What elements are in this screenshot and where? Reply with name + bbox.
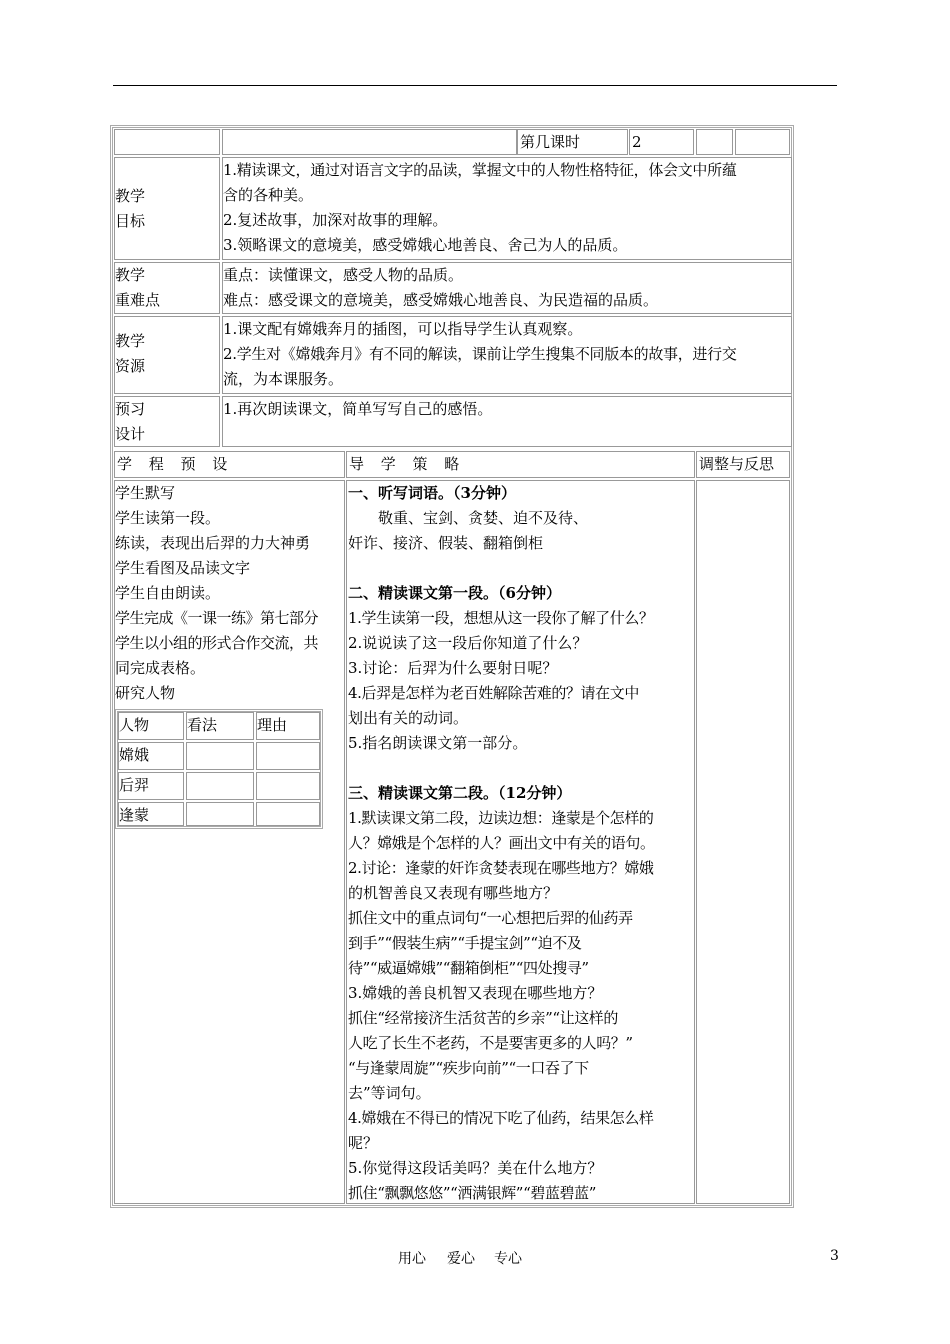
opinion-cell [186,802,254,826]
reason-header: 理由 [256,712,320,740]
opinion-header: 看法 [186,712,254,740]
strategy-line: 人？嫦娥是个怎样的人？画出文中有关的语句。 [348,834,655,852]
footer-slogan-3: 专心 [494,1251,522,1267]
strategy-line: 到手”“假装生病”“手提宝剑”“迫不及 [348,934,582,952]
reason-cell [256,802,320,826]
resources-label-2: 资源 [115,357,146,375]
process-line: 学生默写 [115,484,176,502]
process-line: 学生看图及品读文字 [115,559,251,577]
strategy-line: 1.默读课文第二段，边读边想：逢蒙是个怎样的 [348,809,654,827]
strategy-line: “与逢蒙周旋”“疾步向前”“一口吞了下 [348,1059,589,1077]
resource-line: 流，为本课服务。 [223,370,344,388]
lesson-number: 2 [629,129,694,155]
key-points-label [114,262,220,314]
process-line: 学生自由朗读。 [115,584,221,602]
key-points-label-2: 重难点 [115,291,161,309]
reflection-column [696,480,790,1204]
blank-line [348,756,694,781]
preview-label [114,396,220,447]
opinion-cell [186,772,254,800]
strategy-line: 敬重、宝剑、贪婪、迫不及待、 [348,509,589,527]
strategy-column [346,480,695,1204]
objectives-label-2: 目标 [115,212,146,230]
process-line: 学生以小组的形式合作交流，共 [115,634,319,652]
process-line: 学生完成《一课一练》第七部分 [115,609,319,627]
header-rule [113,85,837,86]
header-blank-small-2 [735,129,790,155]
header-blank-small-1 [696,129,733,155]
lesson-label: 第几课时 [517,129,628,155]
column-header-strategy: 导 学 策 略 [346,451,695,478]
strategy-line: 待”“威逼嫦娥”“翻箱倒柜”“四处搜寻” [348,959,589,977]
strategy-line: 抓住“飘飘悠悠”“洒满银辉”“碧蓝碧蓝” [348,1184,597,1202]
objective-line: 1.精读课文，通过对语言文字的品读，掌握文中的人物性格特征，体会文中所蕴 [223,161,737,179]
objective-line: 2.复述故事，加深对故事的理解。 [223,211,448,229]
section-2-title: 二、精读课文第一段。（6分钟） [348,584,561,602]
column-header-reflection: 调整与反思 [696,451,790,478]
objective-line: 3.领略课文的意境美，感受嫦娥心地善良、舍己为人的品质。 [223,236,628,254]
footer-slogan-1: 用心 [398,1251,426,1267]
character-header: 人物 [118,712,184,740]
preview-line: 1.再次朗读课文，简单写写自己的感悟。 [223,400,493,418]
objective-line: 含的各种美。 [223,186,314,204]
strategy-line: 奸诈、接济、假装、翻箱倒柜 [348,534,544,552]
header-blank-wide-cell [222,129,517,155]
header-blank-cell [114,129,220,155]
strategy-line: 呢？ [348,1134,379,1152]
objectives-label [114,157,220,260]
objectives-label-1: 教学 [115,187,146,205]
key-point-line: 重点：读懂课文，感受人物的品质。 [223,266,464,284]
column-header-process: 学 程 预 设 [114,451,345,478]
resource-line: 2.学生对《嫦娥奔月》有不同的解读，课前让学生搜集不同版本的故事，进行交 [223,345,737,363]
student-process-column [114,480,345,1204]
key-point-line: 难点：感受课文的意境美，感受嫦娥心地善良、为民造福的品质。 [223,291,659,309]
blank-line [348,556,694,581]
strategy-line: 5.指名朗读课文第一部分。 [348,734,528,752]
strategy-line: 3.讨论：后羿为什么要射日呢？ [348,659,558,677]
section-1-title: 一、听写词语。（3分钟） [348,484,516,502]
strategy-line: 抓住文中的重点词句“一心想把后羿的仙药弄 [348,909,633,927]
resource-line: 1.课文配有嫦娥奔月的插图，可以指导学生认真观察。 [223,320,583,338]
preview-label-2: 设计 [115,425,146,443]
footer-slogan-2: 爱心 [447,1251,475,1267]
strategy-line: 1.学生读第一段，想想从这一段你了解了什么？ [348,609,654,627]
strategy-line: 人吃了长生不老药，不是要害更多的人吗？” [348,1034,633,1052]
strategy-line: 2.说说读了这一段后你知道了什么？ [348,634,588,652]
key-points-label-1: 教学 [115,266,146,284]
character-name: 嫦娥 [118,742,184,770]
process-line: 学生读第一段。 [115,509,221,527]
section-3-title: 三、精读课文第二段。（12分钟） [348,784,572,802]
strategy-line: 抓住“经常接济生活贫苦的乡亲”“让这样的 [348,1009,619,1027]
strategy-line: 4.后羿是怎样为老百姓解除苦难的？请在文中 [348,684,639,702]
preview-label-1: 预习 [115,400,146,418]
resources-label [114,316,220,394]
strategy-line: 3.嫦娥的善良机智又表现在哪些地方？ [348,984,603,1002]
key-points-content [222,262,792,314]
strategy-line: 的机智善良又表现有哪些地方？ [348,884,559,902]
character-table [115,709,323,829]
character-name: 后羿 [118,772,184,800]
resources-content [222,316,792,394]
objectives-content [222,157,792,260]
strategy-line: 去”等词句。 [348,1084,431,1102]
reason-cell [256,742,320,770]
page-number: 3 [830,1248,839,1264]
resources-label-1: 教学 [115,332,146,350]
character-name: 逢蒙 [118,802,184,826]
process-line: 同完成表格。 [115,659,206,677]
strategy-line: 2.讨论：逢蒙的奸诈贪婪表现在哪些地方？嫦娥 [348,859,654,877]
opinion-cell [186,742,254,770]
preview-content [222,396,792,447]
strategy-line: 划出有关的动词。 [348,709,469,727]
reason-cell [256,772,320,800]
strategy-line: 4.嫦娥在不得已的情况下吃了仙药，结果怎么样 [348,1109,654,1127]
process-line: 研究人物 [115,684,176,702]
strategy-line: 5.你觉得这段话美吗？美在什么地方？ [348,1159,603,1177]
process-line: 练读，表现出后羿的力大神勇 [115,534,311,552]
